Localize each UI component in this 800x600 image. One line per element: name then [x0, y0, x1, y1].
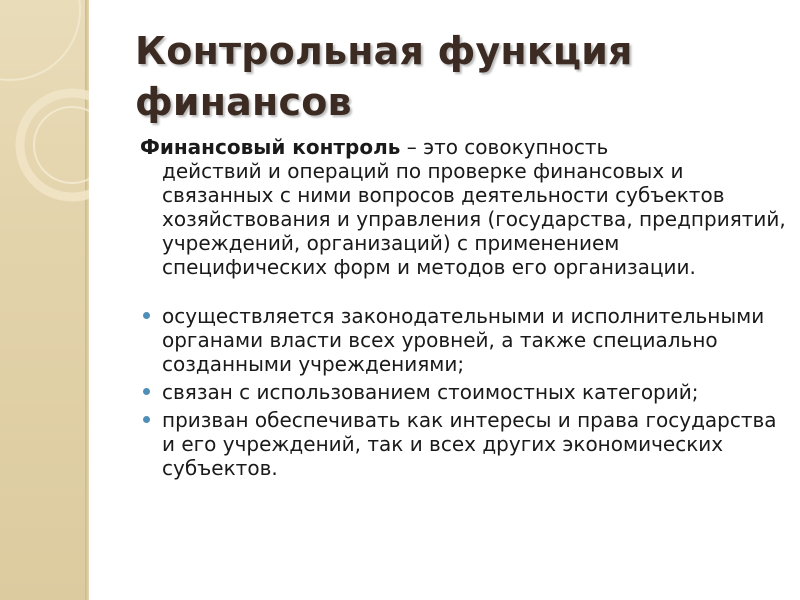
- bullet-icon: [143, 416, 150, 423]
- slide-title: Контрольная функция финансов: [135, 29, 633, 124]
- bullet-list: [140, 304, 790, 484]
- list-item: [140, 304, 790, 376]
- intro-first-line: [140, 135, 790, 159]
- intro-first-text: – это совокупность: [400, 135, 609, 159]
- bullet-text: призван обеспечивать как интересы и права государства и его учреждений, так и всех других экономических субъектов.: [162, 408, 777, 480]
- bullet-icon: [143, 312, 150, 319]
- decorative-circles-icon: [0, 0, 89, 600]
- intro-term: Финансовый контроль: [140, 135, 401, 159]
- intro-paragraph: [140, 135, 790, 279]
- list-item: [140, 380, 790, 404]
- bullet-text: осуществляется законодательными и исполнительными органами власти всех уровней, а также специально созданными учреждениями;: [162, 304, 765, 376]
- bullet-text: связан с использованием стоимостных категорий;: [162, 380, 699, 404]
- intro-definition: действий и операций по проверке финансовых и связанных с ними вопросов деятельности субъектов хозяйствования и управления (государства, предприятий, учреждений, организаций) с применением специфических форм и методов его организации.: [162, 159, 786, 279]
- bullet-icon: [143, 388, 150, 395]
- list-item: [140, 408, 790, 480]
